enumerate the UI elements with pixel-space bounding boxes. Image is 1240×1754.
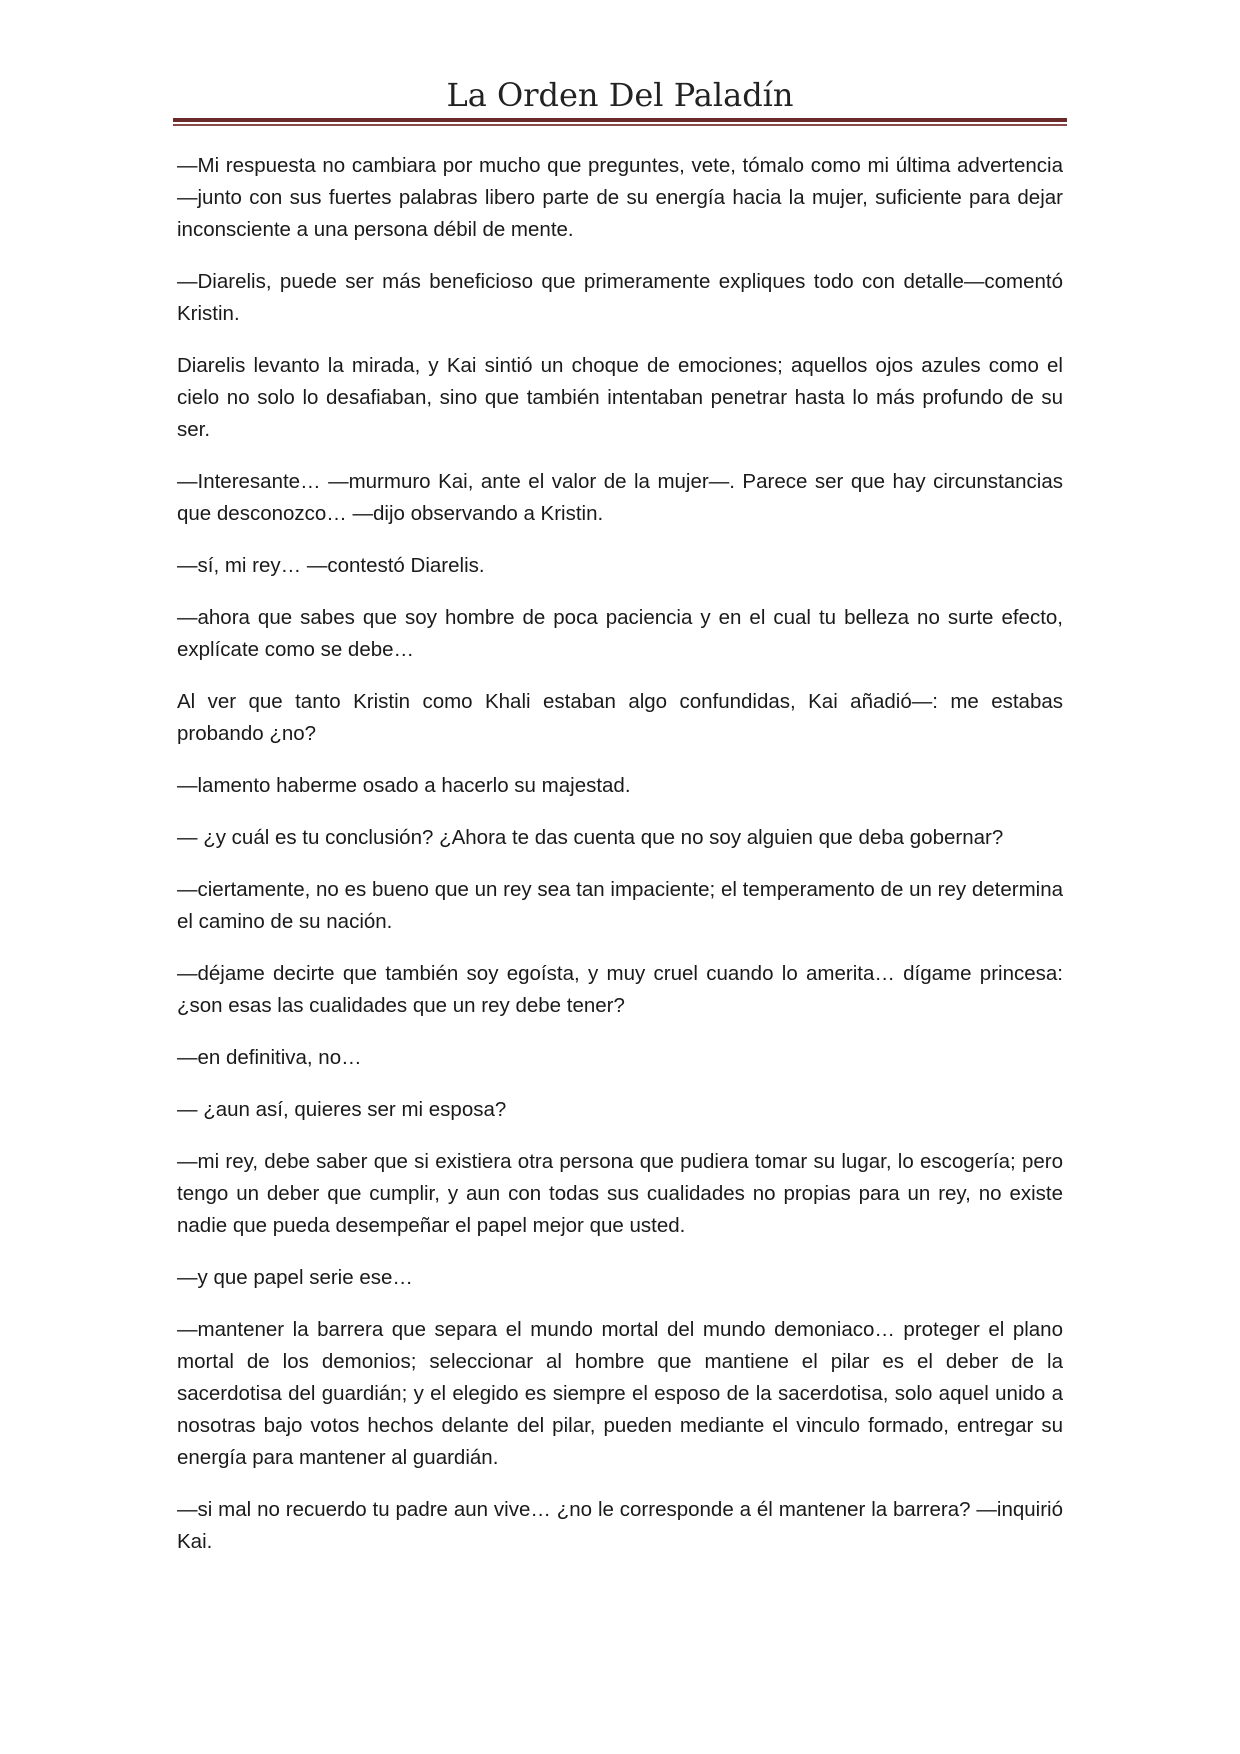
paragraph: Diarelis levanto la mirada, y Kai sintió un choque de emociones; aquellos ojos azules como el cielo no solo lo desafiaban, sino que también intentaban penetrar hasta lo más profundo de su ser. [177,354,1063,441]
header-divider-thick-line [173,118,1067,122]
page-header [173,70,1067,120]
paragraph: —ciertamente, no es bueno que un rey sea tan impaciente; el temperamento de un rey determina el camino de su nación. [177,878,1063,933]
paragraph: —si mal no recuerdo tu padre aun vive… ¿no le corresponde a él mantener la barrera? —inquirió Kai. [177,1498,1063,1553]
paragraph: —Diarelis, puede ser más beneficioso que primeramente expliques todo con detalle—comentó Kristin. [177,270,1063,325]
paragraph: — ¿y cuál es tu conclusión? ¿Ahora te das cuenta que no soy alguien que deba gobernar? [177,826,1004,849]
paragraph: —déjame decirte que también soy egoísta, y muy cruel cuando lo amerita… dígame princesa: ¿son esas las cualidades que un rey debe tener? [177,962,1063,1017]
paragraph: — ¿aun así, quieres ser mi esposa? [177,1098,507,1121]
paragraph: —mi rey, debe saber que si existiera otra persona que pudiera tomar su lugar, lo escogería; pero tengo un deber que cumplir, y aun con todas sus cualidades no propias para un rey, no existe nadie que pueda desempeñar el papel mejor que usted. [177,1150,1063,1237]
paragraph: —lamento haberme osado a hacerlo su majestad. [177,774,631,797]
body-text [177,150,1063,1578]
header-divider [173,118,1067,127]
paragraph: —y que papel serie ese… [177,1266,413,1289]
paragraph: —Mi respuesta no cambiara por mucho que preguntes, vete, tómalo como mi última advertencia —junto con sus fuertes palabras libero parte de su energía hacia la mujer, suficiente para dejar inconsciente a una persona débil de mente. [177,154,1063,241]
paragraph: —ahora que sabes que soy hombre de poca paciencia y en el cual tu belleza no surte efecto, explícate como se debe… [177,606,1063,661]
page-title: La Orden Del Paladín [446,76,794,114]
paragraph: —en definitiva, no… [177,1046,362,1069]
paragraph: —sí, mi rey… —contestó Diarelis. [177,554,485,577]
header-divider-thin-line [173,124,1067,126]
paragraph: Al ver que tanto Kristin como Khali estaban algo confundidas, Kai añadió—: me estabas probando ¿no? [177,690,1063,745]
paragraph: —Interesante… —murmuro Kai, ante el valor de la mujer—. Parece ser que hay circunstancias que desconozco… —dijo observando a Kristin. [177,470,1063,525]
paragraph: —mantener la barrera que separa el mundo mortal del mundo demoniaco… proteger el plano mortal de los demonios; seleccionar al hombre que mantiene el pilar es el deber de la sacerdotisa del guardián; y el elegido es siempre el esposo de la sacerdotisa, solo aquel unido a nosotras bajo votos hechos delante del pilar, pueden mediante el vinculo formado, entregar su energía para mantener al guardián. [177,1318,1063,1469]
